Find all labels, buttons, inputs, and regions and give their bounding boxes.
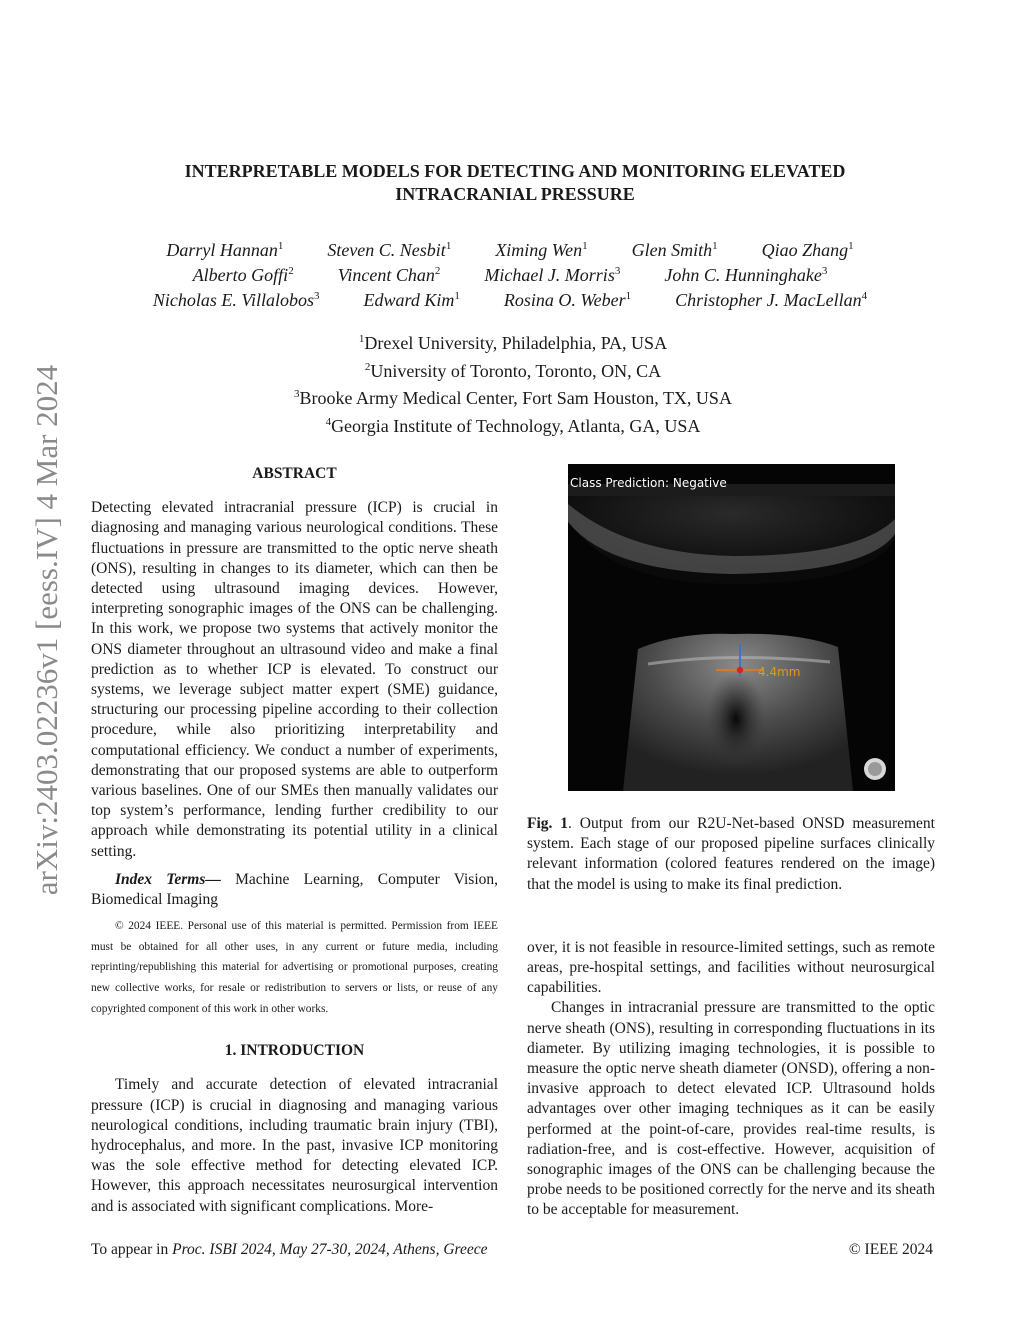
right-column xyxy=(527,814,935,1221)
title-line-2: INTRACRANIAL PRESSURE xyxy=(395,184,635,204)
footer-venue: To appear in Proc. ISBI 2024, May 27-30, 2024, Athens, Greece xyxy=(91,1241,488,1258)
ultrasound-image xyxy=(568,464,895,791)
author: Qiao Zhang$^1$ xyxy=(761,240,854,260)
author: Edward Kim$^1$ xyxy=(363,290,460,310)
author: Glen Smith$^1$ xyxy=(631,240,718,260)
author-list xyxy=(90,234,930,309)
copyright-notice: © 2024 IEEE. Personal use of this material is permitted. Permission from IEEE must be obtained for all other uses, in any current or future media, including reprinting/republishing this material for advertising or promotional purposes, creating new collective works, for resale or redistribution to servers or lists, or reuse of any copyrighted component of this work in other works. xyxy=(91,920,498,1015)
affiliation-list xyxy=(110,328,916,438)
arxiv-identifier: arXiv:2403.02236v1 [eess.IV] 4 Mar 2024 xyxy=(29,364,64,896)
affiliation: $^4$Georgia Institute of Technology, Atlanta, GA, USA xyxy=(325,415,701,436)
index-terms xyxy=(91,870,498,910)
author: Rosina O. Weber$^1$ xyxy=(503,290,632,310)
author-row-3 xyxy=(90,284,930,309)
index-terms-text: Machine Learning, Computer Vision, Biomedical Imaging xyxy=(91,870,499,909)
affiliation: $^1$Drexel University, Philadelphia, PA, USA xyxy=(358,333,668,353)
index-terms-label: Index Terms— xyxy=(115,870,221,888)
author: Michael J. Morris$^3$ xyxy=(484,265,621,285)
affiliation: $^3$Brooke Army Medical Center, Fort Sam Houston, TX, USA xyxy=(294,388,732,408)
author: Darryl Hannan$^1$ xyxy=(166,240,284,260)
affiliation: $^2$University of Toronto, Toronto, ON, CA xyxy=(364,360,662,381)
figure-caption-text: . Output from our R2U-Net-based ONSD measurement system. Each stage of our proposed pipeline surfaces clinically relevant information (colored features rendered on the image) that the model is using to make its final prediction. xyxy=(527,815,935,893)
intro-paragraph-1: Timely and accurate detection of elevated intracranial pressure (ICP) is crucial in diagnosing and managing various neurological conditions, including traumatic brain injury (TBI), hydrocephalus, and more. In the past, invasive ICP monitoring was the sole effective method for detecting elevated ICP. However, this approach necessitates neurosurgical intervention and is associated with significant complications. More- xyxy=(91,1076,498,1215)
author-row-2 xyxy=(90,259,930,284)
arxiv-identifier-margin xyxy=(25,300,69,960)
title-line-1: INTERPRETABLE MODELS FOR DETECTING AND MONITORING ELEVATED xyxy=(184,161,846,181)
author: Christopher J. MacLellan$^4$ xyxy=(675,290,868,310)
author: Nicholas E. Villalobos$^3$ xyxy=(152,290,320,310)
author: Alberto Goffi$^2$ xyxy=(192,265,294,285)
onsd-measurement-label: 4.4mm xyxy=(758,665,801,679)
paper-title xyxy=(110,160,920,206)
figure-caption xyxy=(527,814,935,895)
figure-ultrasound-image xyxy=(568,464,895,791)
footer-copyright: © IEEE 2024 xyxy=(848,1241,933,1258)
introduction-heading: 1. INTRODUCTION xyxy=(224,1042,365,1060)
author: Steven C. Nesbit$^1$ xyxy=(327,240,452,260)
class-prediction-label: Class Prediction: Negative xyxy=(570,476,727,490)
author-row-1 xyxy=(90,234,930,259)
abstract-heading: ABSTRACT xyxy=(252,465,337,482)
left-column xyxy=(91,464,498,1217)
author: John C. Hunninghake$^3$ xyxy=(664,265,828,285)
author: Vincent Chan$^2$ xyxy=(337,265,441,285)
abstract-text: Detecting elevated intracranial pressure (ICP) is crucial in diagnosing and managing various neurological conditions. These fluctuations in pressure are transmitted to the optic nerve sheath (ONS), resulting in changes to its diameter, which can then be detected using ultrasound imaging devices. However, interpreting sonographic images of the ONS can be challenging. In this work, we propose two systems that actively monitor the ONS diameter throughout an ultrasound video and make a final prediction as to whether ICP is elevated. To construct our systems, we leverage subject matter expert (SME) guidance, structuring our processing pipeline according to their collection procedure, while also prioritizing interpretability and computational efficiency. We conduct a number of experiments, demonstrating that our proposed systems are able to outperform various baselines. One of our SMEs then manually validates our top system’s performance, lending further credibility to our approach while demonstrating its potential utility in a clinical setting. xyxy=(91,499,498,860)
intro-paragraph-3: Changes in intracranial pressure are transmitted to the optic nerve sheath (ONS), resulting in corresponding fluctuations in its diameter. By utilizing imaging technologies, it is possible to measure the optic nerve sheath diameter (ONSD), offering a non-invasive approach to detect elevated ICP. Ultrasound holds advantages over other imaging techniques as it can be easily performed at the point-of-care, provides real-time results, is radiation-free, and is cost-effective. However, acquisition of sonographic images of the ONS can be challenging because the probe needs to be positioned correctly for the nerve and its sheath to be acceptable for measurement. xyxy=(527,999,935,1219)
intro-paragraph-2: over, it is not feasible in resource-limited settings, such as remote areas, pre-hospital settings, and facilities without neurosurgical capabilities. xyxy=(527,938,935,997)
figure-tag: Fig. 1 xyxy=(527,815,569,832)
author: Ximing Wen$^1$ xyxy=(495,240,588,260)
